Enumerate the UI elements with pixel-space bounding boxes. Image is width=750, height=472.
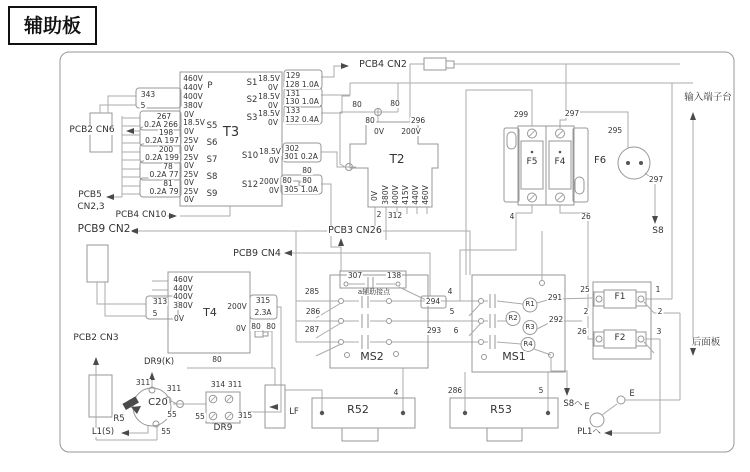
t3-s3: S3 [246, 113, 258, 123]
wire-78: 78 [163, 162, 173, 171]
pl1-switch [590, 396, 680, 427]
wire-129: 129 [285, 71, 301, 80]
lf-box [265, 385, 285, 428]
aux-contact-label: a辅助接点 [357, 288, 391, 296]
wire-79: 0.2A 79 [149, 187, 179, 196]
wire-311-2: 311 [166, 384, 182, 393]
wire-1: 1 [655, 285, 661, 294]
wire-26-2: 26 [577, 327, 587, 336]
t3-s8: S8 [206, 172, 218, 182]
f6-breaker [618, 147, 650, 179]
lf-label: LF [289, 407, 299, 417]
r4-label: R4 [523, 340, 533, 348]
t4-460v: 460V [173, 275, 193, 284]
c20-label: C20 [148, 397, 168, 408]
wire-128: 128 1.0A [285, 80, 319, 89]
t4-0v-r: 0V [236, 324, 246, 333]
wire-3: 3 [656, 327, 662, 336]
wire-133: 133 [285, 106, 301, 115]
wire-55-3: 55 [195, 412, 205, 421]
t3-380v: 380V [183, 101, 203, 110]
wire-5-1: 5 [140, 101, 146, 110]
f5-label: F5 [526, 157, 538, 167]
wire-55-1: 55 [167, 410, 177, 419]
f6-label: F6 [593, 155, 607, 166]
t2-b-400: 400V [391, 185, 401, 205]
f1-label: F1 [614, 292, 626, 302]
wire-80-4: 80 [352, 100, 362, 109]
left-connector-boxes [87, 113, 112, 417]
t2-b-415: 415V [401, 185, 411, 205]
t3-s7-25: 25V [183, 153, 199, 162]
wire-4-3: 4 [393, 388, 399, 397]
t3-label: T3 [222, 125, 240, 140]
wire-23a: 2.3A [254, 308, 272, 317]
wire-81: 81 [163, 179, 173, 188]
wire-2-2: 2 [583, 307, 589, 316]
wire-286-2: 286 [305, 307, 321, 316]
wire-199: 0.2A 199 [145, 153, 179, 162]
r5-label: R5 [113, 414, 125, 424]
t3-s8-25: 25V [183, 170, 199, 179]
r5-resistor [122, 396, 141, 414]
wire-286-1: 286 [447, 386, 463, 395]
wire-198: 198 [158, 128, 174, 137]
t3-s8-0: 0V [184, 178, 194, 187]
t3-s10: S10 [241, 151, 259, 161]
t2-b-0v: 0V [370, 191, 380, 201]
wire-291: 291 [547, 293, 563, 302]
wire-2-3: 2 [657, 307, 663, 316]
t2-label: T2 [389, 152, 405, 166]
l1-s-label: L1(S) [91, 427, 115, 437]
pcb2-cn6-label: PCB2 CN6 [69, 125, 115, 135]
wire-80-8: 80 [266, 322, 276, 331]
rear-panel-label: 后面板 [691, 337, 721, 348]
wire-313: 313 [152, 297, 168, 306]
t3-s2-185: 18.5V [258, 92, 280, 101]
t4-200v: 200V [227, 302, 247, 311]
t3-s1-185: 18.5V [258, 74, 280, 83]
t3-s10-185: 18.5V [259, 147, 281, 156]
wire-4-2: 4 [447, 287, 453, 296]
wire-266: 0.2A 266 [144, 120, 178, 129]
t2-b-380: 380V [381, 185, 391, 205]
t4-400v: 400V [173, 292, 193, 301]
t3-s2-0: 0V [268, 101, 278, 110]
wire-132: 132 0.4A [285, 115, 319, 124]
t3-s10-0: 0V [269, 156, 279, 165]
wire-297-2: 297 [648, 175, 664, 184]
t3-s9-25: 25V [183, 187, 199, 196]
pcb2-cn3-label: PCB2 CN3 [73, 333, 119, 343]
wire-6: 6 [453, 326, 459, 335]
wire-80-5: 80 [390, 99, 400, 108]
wire-294: 294 [425, 297, 441, 306]
wire-80-1: 80 [282, 176, 292, 185]
wire-5-4: 5 [152, 309, 158, 318]
r52-label: R52 [347, 403, 369, 416]
t4-380v: 380V [173, 301, 193, 310]
t3-400v: 400V [183, 92, 203, 101]
f4-label: F4 [554, 157, 566, 167]
wire-2-1: 2 [376, 210, 382, 219]
wire-25: 25 [580, 285, 590, 294]
pl1-to-label: PL1へ [577, 427, 601, 437]
t3-s12: S12 [241, 180, 259, 190]
r2-label: R2 [508, 314, 518, 322]
e-label-1: E [629, 389, 635, 399]
wire-311-3: 311 [227, 380, 243, 389]
wire-285: 285 [304, 287, 320, 296]
wire-80-3: 80 [302, 176, 312, 185]
t3-s3-185: 18.5V [258, 109, 280, 118]
page-title: 辅助板 [8, 6, 97, 45]
wire-5-3: 5 [538, 386, 544, 395]
wire-312: 312 [387, 211, 403, 220]
wire-314: 314 [210, 380, 226, 389]
pcb3-cn26-label: PCB3 CN26 [328, 225, 382, 236]
wire-301: 301 0.2A [284, 152, 318, 161]
t4-440v: 440V [173, 284, 193, 293]
input-terminal-label: 输入端子台 [684, 92, 732, 103]
ms2-label: MS2 [360, 350, 384, 363]
t2-200v: 200V [401, 127, 421, 136]
wire-80-7: 80 [251, 322, 261, 331]
t3-s12-0: 0V [269, 186, 279, 195]
wire-197: 0.2A 197 [145, 136, 179, 145]
pcb5-label: PCB5 [78, 190, 102, 200]
wire-26-1: 26 [581, 212, 591, 221]
f5-f4-fuse-holder [504, 126, 588, 205]
pcb9-cn4-label: PCB9 CN4 [233, 248, 281, 259]
wire-295: 295 [607, 126, 623, 135]
t3-p: P [207, 81, 213, 91]
dr9-k-label: DR9(K) [143, 357, 175, 367]
wire-4-1: 4 [509, 212, 515, 221]
wire-77: 0.2A 77 [149, 170, 179, 179]
wire-131: 131 [285, 89, 301, 98]
wire-293: 293 [426, 326, 442, 335]
wire-138: 138 [386, 271, 402, 280]
wire-299: 299 [513, 110, 529, 119]
wire-307: 307 [347, 271, 363, 280]
t3-s1-0: 0V [268, 83, 278, 92]
wire-267: 267 [156, 112, 172, 121]
wire-80-2: 80 [302, 166, 312, 175]
t3-s5: S5 [206, 121, 218, 131]
t3-s6-0: 0V [184, 144, 194, 153]
wire-297-1: 297 [564, 109, 580, 118]
t2-0v: 0V [374, 127, 384, 136]
t3-s7-0: 0V [184, 161, 194, 170]
dr9-relay [206, 392, 240, 423]
t3-s9-0: 0V [184, 195, 194, 204]
wire-292: 292 [548, 315, 564, 324]
wire-305: 305 1.0A [284, 185, 318, 194]
s8-right-label: S8 [652, 226, 664, 236]
t3-0v: 0V [184, 110, 194, 119]
t3-s1: S1 [246, 78, 258, 88]
t3-s6-25: 25V [183, 136, 199, 145]
pcb4-cn2-label: PCB4 CN2 [359, 59, 407, 70]
wire-343: 343 [140, 90, 156, 99]
wire-287: 287 [304, 325, 320, 334]
t2-b-460: 460V [421, 185, 431, 205]
r3-label: R3 [525, 323, 535, 331]
t4-label: T4 [203, 306, 217, 319]
t3-460v: 460V [183, 74, 203, 83]
wire-296: 296 [410, 116, 426, 125]
pcb4-cn10-label: PCB4 CN10 [115, 210, 167, 220]
f2-label: F2 [614, 333, 626, 343]
t3-s5-185: 18.5V [183, 118, 205, 127]
e-label-2: E [584, 402, 590, 412]
wire-80-6: 80 [365, 116, 375, 125]
wire-302: 302 [284, 144, 300, 153]
t4-0v-l: 0V [174, 314, 184, 323]
t3-s6: S6 [206, 138, 218, 148]
t3-440v: 440V [183, 83, 203, 92]
wire-5-2: 5 [449, 307, 455, 316]
wire-315-1: 315 [255, 296, 271, 305]
t3-s12-200: 200V [259, 177, 279, 186]
wire-130: 130 1.0A [285, 97, 319, 106]
dr9-label: DR9 [213, 423, 233, 433]
s8-to-label: S8へ [563, 399, 583, 409]
pcb5-cn23-label: CN2,3 [77, 202, 105, 212]
wire-80-9: 80 [212, 355, 222, 364]
r53-label: R53 [490, 403, 512, 416]
pcb9-cn2-label: PCB9 CN2 [77, 223, 131, 235]
t3-s3-0: 0V [268, 118, 278, 127]
t3-s7: S7 [206, 155, 218, 165]
t3-s2: S2 [246, 95, 258, 105]
ms1-label: MS1 [502, 350, 526, 363]
wire-200: 200 [158, 145, 174, 154]
wire-55-2: 55 [161, 427, 171, 436]
t3-s9: S9 [206, 189, 218, 199]
wire-315-2: 315 [237, 411, 253, 420]
r1-label: R1 [525, 300, 535, 308]
wire-311-1: 311 [135, 378, 151, 387]
t2-b-440: 440V [411, 185, 421, 205]
t3-s5-0: 0V [184, 127, 194, 136]
